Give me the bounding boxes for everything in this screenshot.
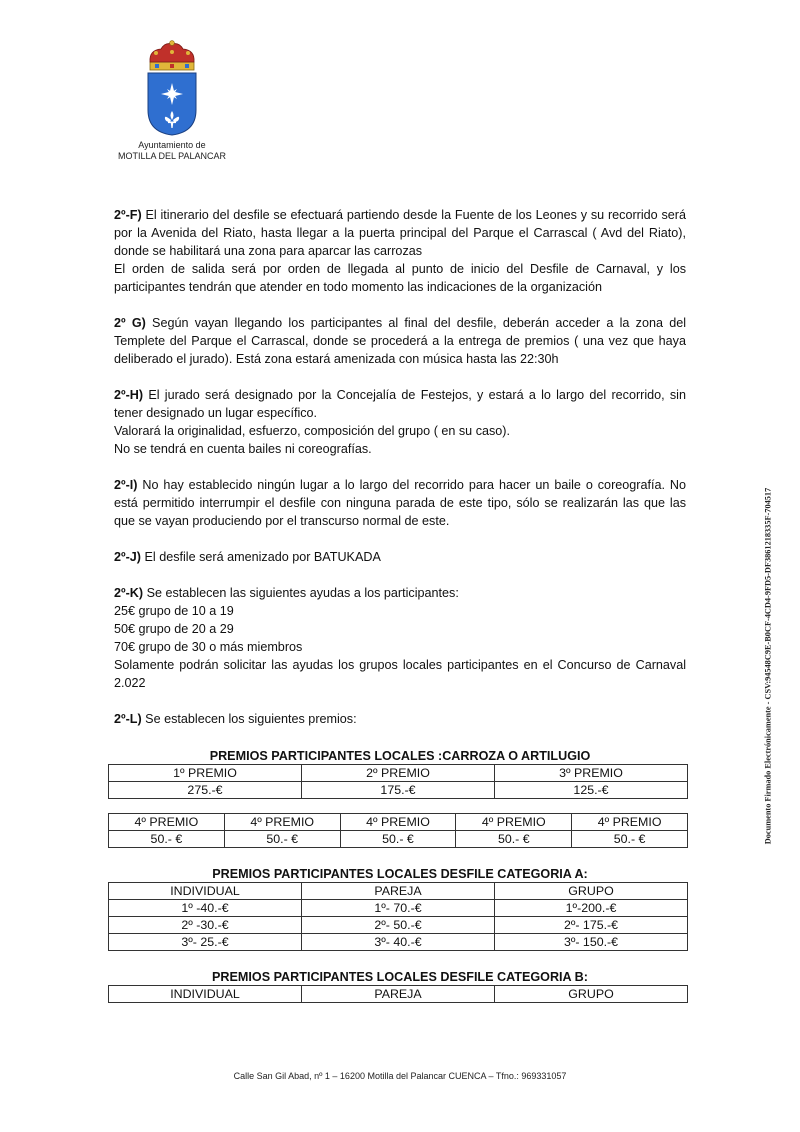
table-row: [109, 934, 688, 951]
table-cell: 2º -30.-€: [109, 917, 302, 934]
table-header-cell: 4º PREMIO: [340, 814, 456, 831]
section-text: El jurado será designado por la Concejalía de Festejos, y estará a lo largo del recorrido, sin tener designado un lugar específico.: [114, 388, 686, 420]
table-cell: 50.- €: [456, 831, 572, 848]
table-row: [109, 831, 688, 848]
section-2j: [114, 548, 686, 566]
table-header-cell: 4º PREMIO: [572, 814, 688, 831]
table-cell: 2º- 175.-€: [495, 917, 688, 934]
table-title-carroza: PREMIOS PARTICIPANTES LOCALES :CARROZA O ARTILUGIO: [209, 749, 591, 763]
table-cell: 175.-€: [302, 782, 495, 799]
section-text: 50€ grupo de 20 a 29: [114, 622, 234, 636]
page-footer: Calle San Gil Abad, nº 1 – 16200 Motilla del Palancar CUENCA – Tfno.: 969331057: [233, 1071, 567, 1081]
prizes-table-fourth: [108, 813, 688, 848]
table-header-cell: PAREJA: [302, 986, 495, 1003]
section-label: 2º-L): [114, 712, 142, 726]
table-cell: 50.- €: [340, 831, 456, 848]
section-label: 2º-K): [114, 586, 144, 600]
section-2g: [114, 314, 686, 368]
section-label: 2º-F): [114, 208, 142, 222]
section-text: 25€ grupo de 10 a 19: [114, 604, 234, 618]
table-cell: 125.-€: [495, 782, 688, 799]
table-cell: 1º-200.-€: [495, 900, 688, 917]
section-text: Se establecen las siguientes ayudas a los participantes:: [143, 586, 459, 600]
table-header-cell: PAREJA: [302, 883, 495, 900]
section-text: No se tendrá en cuenta bailes ni coreografías.: [114, 442, 372, 456]
section-text: Solamente podrán solicitar las ayudas los grupos locales participantes en el Concurso de Carnaval 2.022: [114, 658, 686, 690]
prizes-table-categoria-b: [108, 985, 688, 1003]
table-header-cell: GRUPO: [495, 986, 688, 1003]
signature-csv-text: Documento Firmado Electrónicamente - CSV:94548C9E-B0CF-4CD4-9FD5-DF3861218335F-704517: [763, 487, 773, 845]
table-header-cell: 4º PREMIO: [109, 814, 225, 831]
prizes-table-categoria-a: [108, 882, 688, 951]
table-row: [109, 986, 688, 1003]
table-row: [109, 765, 688, 782]
table-header-cell: 4º PREMIO: [456, 814, 572, 831]
org-line-1: Ayuntamiento de: [138, 140, 206, 150]
table-cell: 50.- €: [572, 831, 688, 848]
section-label: 2º-J): [114, 550, 141, 564]
table-row: [109, 814, 688, 831]
municipal-logo: [112, 40, 232, 162]
table-title-categoria-b: PREMIOS PARTICIPANTES LOCALES DESFILE CATEGORIA B:: [212, 970, 588, 984]
section-text: No hay establecido ningún lugar a lo largo del recorrido para hacer un baile o coreografía. No está permitido interrumpir el desfile con ninguna parada de este tipo, sólo se realizarán las que las que se vayan produciendo por el transcurso normal de este.: [114, 478, 686, 528]
table-title-categoria-a: PREMIOS PARTICIPANTES LOCALES DESFILE CATEGORIA A:: [212, 867, 588, 881]
section-2k: [114, 584, 686, 692]
table-cell: 275.-€: [109, 782, 302, 799]
table-row: [109, 782, 688, 799]
table-row: [109, 900, 688, 917]
table-header-cell: 4º PREMIO: [224, 814, 340, 831]
table-header-cell: 1º PREMIO: [109, 765, 302, 782]
table-cell: 50.- €: [224, 831, 340, 848]
section-2l: [114, 710, 686, 728]
table-cell: 3º- 40.-€: [302, 934, 495, 951]
section-2h: [114, 386, 686, 458]
section-text: Según vayan llegando los participantes al final del desfile, deberán acceder a la zona del Templete del Parque el Carrascal, donde se procederá a la entrega de premios ( una vez que haya deliberado el jurado). Está zona estará amenizada con música hasta las 22:30h: [114, 316, 687, 366]
table-header-cell: GRUPO: [495, 883, 688, 900]
section-2f: [114, 206, 686, 296]
table-cell: 3º- 150.-€: [495, 934, 688, 951]
table-cell: 50.- €: [109, 831, 225, 848]
section-label: 2º-H): [114, 388, 144, 402]
section-2i: [114, 476, 686, 530]
table-row: [109, 917, 688, 934]
section-label: 2º G): [114, 316, 146, 330]
table-row: [109, 883, 688, 900]
section-text: El itinerario del desfile se efectuará partiendo desde la Fuente de los Leones y su recorrido será por la Avenida del Riato, hasta llegar a la puerta principal del Parque el Carrascal ( Avd del Riato), donde se habilitará una zona para aparcar las carrozas: [114, 208, 686, 258]
table-cell: 1º- 70.-€: [302, 900, 495, 917]
section-text: El desfile será amenizado por BATUKADA: [141, 550, 381, 564]
table-cell: 2º- 50.-€: [302, 917, 495, 934]
table-cell: 3º- 25.-€: [109, 934, 302, 951]
document-body: [114, 206, 686, 1003]
prizes-table-carroza: [108, 764, 688, 799]
table-header-cell: INDIVIDUAL: [109, 883, 302, 900]
section-text: Se establecen los siguientes premios:: [141, 712, 357, 726]
table-cell: 1º -40.-€: [109, 900, 302, 917]
coat-of-arms-icon: [141, 40, 203, 136]
section-label: 2º-I): [114, 478, 138, 492]
section-text: Valorará la originalidad, esfuerzo, composición del grupo ( en su caso).: [114, 424, 510, 438]
table-header-cell: 3º PREMIO: [495, 765, 688, 782]
table-header-cell: INDIVIDUAL: [109, 986, 302, 1003]
section-text: El orden de salida será por orden de llegada al punto de inicio del Desfile de Carnaval, y los participantes tendrán que atender en todo momento las indicaciones de la organización: [114, 262, 686, 294]
table-header-cell: 2º PREMIO: [302, 765, 495, 782]
electronic-signature-stamp: [760, 466, 776, 866]
org-line-2: MOTILLA DEL PALANCAR: [117, 151, 227, 161]
section-text: 70€ grupo de 30 o más miembros: [114, 640, 303, 654]
